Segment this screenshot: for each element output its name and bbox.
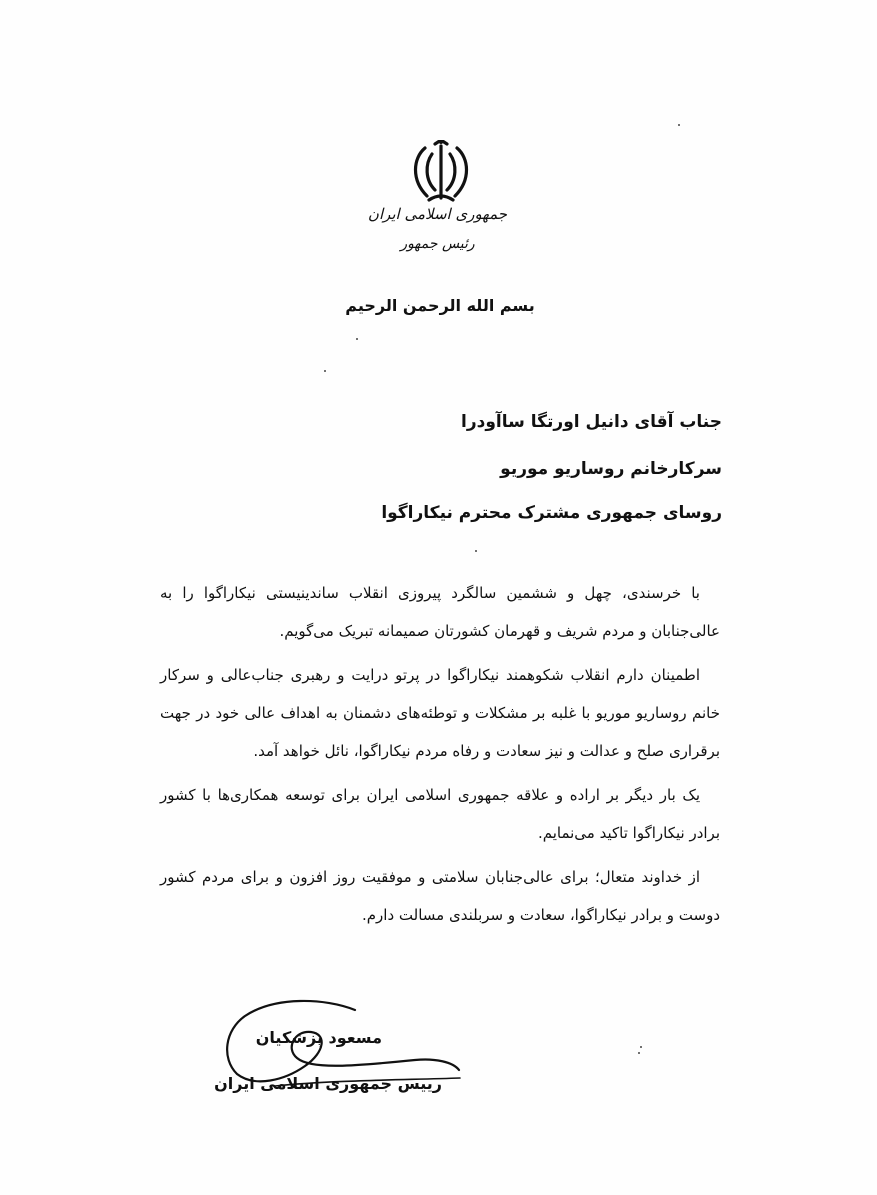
- scan-speck: [640, 1046, 642, 1048]
- scan-speck: [324, 370, 326, 372]
- letterhead-country: جمهوری اسلامی ایران: [367, 205, 508, 223]
- emblem-of-iran-icon: [405, 140, 477, 206]
- scan-speck: [678, 124, 680, 126]
- paragraph-1: با خرسندی، چهل و ششمین سالگرد پیروزی انقلاب ساندینیستی نیکاراگوا را به عالی‌جنابان و مردم شریف و قهرمان کشورتان صمیمانه تبریک می‌گویم.: [160, 584, 720, 640]
- scan-speck: [356, 338, 358, 340]
- paragraph-3: یک بار دیگر بر اراده و علاقه جمهوری اسلامی ایران برای توسعه همکاری‌ها با کشور برادر نیکاراگوا تاکید می‌نمایم.: [160, 786, 720, 842]
- recipient-line-3: روسای جمهوری مشترک محترم نیکاراگوا: [381, 503, 722, 523]
- paragraph-2: اطمینان دارم انقلاب شکوهمند نیکاراگوا در پرتو درایت و رهبری جناب‌عالی و سرکار خانم روساریو موریو با غلبه بر مشکلات و توطئه‌های دشمنان به اهداف عالی خود در جهت برقراری صلح و عدالت و نیز سعادت و رفاه مردم نیکاراگوا، نائل خواهد آمد.: [160, 666, 720, 760]
- scan-speck: [475, 550, 477, 552]
- basmala: بسم الله الرحمن الرحیم: [345, 296, 535, 315]
- scan-speck: [638, 1052, 640, 1054]
- recipient-line-2: سرکارخانم روساریو موریو: [500, 459, 722, 479]
- signatory-name: مسعود پزشکیان: [255, 1028, 382, 1047]
- signatory-title: رییس جمهوری اسلامی ایران: [214, 1074, 442, 1093]
- paragraph-4: از خداوند متعال؛ برای عالی‌جنابان سلامتی و موفقیت روز افزون و برای مردم کشور دوست و برادر نیکاراگوا، سعادت و سربلندی مسالت دارم.: [160, 868, 720, 924]
- letter-body: [160, 574, 720, 940]
- recipient-line-1: جناب آقای دانیل اورتگا ساآودرا: [461, 412, 722, 432]
- letterhead-office: رئیس جمهور: [400, 236, 475, 252]
